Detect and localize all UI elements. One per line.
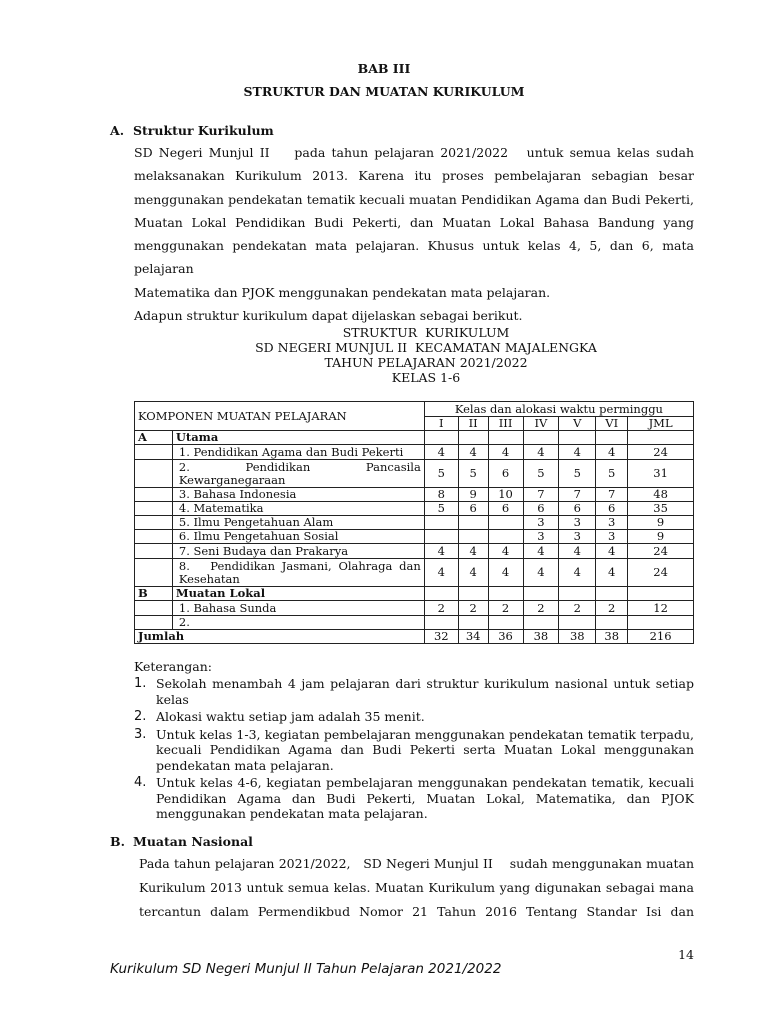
value-cell: 5 bbox=[559, 460, 596, 488]
value-cell: 3 bbox=[596, 530, 628, 544]
note-text: Alokasi waktu setiap jam adalah 35 menit. bbox=[156, 709, 425, 724]
total-cell: 216 bbox=[628, 630, 694, 644]
note-text: Untuk kelas 4-6, kegiatan pembelajaran menggunakan pendekatan tematik, kecuali Pendidikan Agama dan Budi Pekerti, Muatan Lokal, Matematika, dan PJOK menggunakan pendekatan mata pelajaran. bbox=[156, 775, 694, 821]
subject-name: 1. Bahasa Sunda bbox=[172, 601, 424, 616]
value-cell bbox=[458, 516, 488, 530]
value-cell: 4 bbox=[559, 559, 596, 587]
table-row bbox=[135, 516, 694, 530]
group-code: B bbox=[135, 587, 173, 601]
class-header: IV bbox=[523, 417, 559, 431]
section-b-number: B. bbox=[110, 834, 125, 849]
note-text: Sekolah menambah 4 jam pelajaran dari struktur kurikulum nasional untuk setiap kelas bbox=[156, 676, 694, 707]
value-cell: 4 bbox=[523, 559, 559, 587]
value-cell bbox=[424, 516, 458, 530]
value-cell: 5 bbox=[424, 502, 458, 516]
total-row bbox=[135, 630, 694, 644]
section-b-paragraph bbox=[139, 852, 694, 924]
value-cell bbox=[458, 530, 488, 544]
value-cell bbox=[424, 530, 458, 544]
subject-name: 4. Matematika bbox=[172, 502, 424, 516]
total-cell: 38 bbox=[523, 630, 559, 644]
total-cell: 34 bbox=[458, 630, 488, 644]
subject-name: 7. Seni Budaya dan Prakarya bbox=[172, 544, 424, 559]
value-cell: 5 bbox=[596, 460, 628, 488]
value-cell: 2 bbox=[424, 601, 458, 616]
component-header: KOMPONEN MUATAN PELAJARAN bbox=[138, 408, 347, 423]
value-cell: 4 bbox=[559, 445, 596, 460]
total-cell: 32 bbox=[424, 630, 458, 644]
table-row bbox=[135, 601, 694, 616]
value-cell: 6 bbox=[458, 502, 488, 516]
value-cell: 3 bbox=[559, 530, 596, 544]
subject-name bbox=[172, 460, 424, 488]
list-item bbox=[134, 775, 694, 822]
class-header: JML bbox=[628, 417, 694, 431]
value-cell: 8 bbox=[424, 488, 458, 502]
value-cell: 4 bbox=[488, 544, 523, 559]
value-cell bbox=[488, 516, 523, 530]
class-header: I bbox=[424, 417, 458, 431]
value-cell: 2 bbox=[458, 601, 488, 616]
value-cell: 4 bbox=[424, 544, 458, 559]
table-row bbox=[135, 530, 694, 544]
chapter-label: BAB III bbox=[357, 61, 411, 76]
table-row bbox=[135, 616, 694, 630]
paragraph-line: melaksanakan Kurikulum 2013. Karena itu proses pembelajaran sebagian besar bbox=[134, 168, 694, 184]
paragraph-line: Kurikulum 2013 untuk semua kelas. Muatan Kurikulum yang digunakan sebagai mana bbox=[139, 880, 694, 895]
list-marker: 3. bbox=[134, 726, 147, 742]
value-cell: 2 bbox=[559, 601, 596, 616]
value-cell: 2 bbox=[488, 601, 523, 616]
table-row bbox=[135, 445, 694, 460]
value-cell: 24 bbox=[628, 559, 694, 587]
paragraph-line: Pada tahun pelajaran 2021/2022, SD Negeri Munjul II sudah menggunakan muatan bbox=[139, 856, 694, 871]
value-cell: 24 bbox=[628, 544, 694, 559]
value-cell: 24 bbox=[628, 445, 694, 460]
value-cell: 12 bbox=[628, 601, 694, 616]
class-header: V bbox=[559, 417, 596, 431]
class-header: II bbox=[458, 417, 488, 431]
notes-heading: Keterangan: bbox=[134, 659, 213, 674]
section-a-intro-table: Adapun struktur kurikulum dapat dijelaskan sebagai berikut. bbox=[134, 308, 523, 324]
value-cell: 7 bbox=[559, 488, 596, 502]
component-header-cell bbox=[135, 402, 425, 431]
value-cell: 4 bbox=[559, 544, 596, 559]
alloc-header: Kelas dan alokasi waktu perminggu bbox=[424, 402, 693, 417]
group-code: A bbox=[135, 431, 173, 445]
list-marker: 1. bbox=[134, 676, 147, 691]
table-row bbox=[135, 559, 694, 587]
section-a-paragraph bbox=[134, 141, 694, 327]
caption-line: TAHUN PELAJARAN 2021/2022 bbox=[324, 355, 528, 370]
value-cell: 31 bbox=[628, 460, 694, 488]
value-cell: 4 bbox=[523, 445, 559, 460]
list-marker: 2. bbox=[134, 709, 147, 724]
subject-name: 6. Ilmu Pengetahuan Sosial bbox=[172, 530, 424, 544]
value-cell: 2 bbox=[523, 601, 559, 616]
caption-line: STRUKTUR KURIKULUM bbox=[342, 325, 510, 340]
value-cell: 6 bbox=[596, 502, 628, 516]
subject-name: 5. Ilmu Pengetahuan Alam bbox=[172, 516, 424, 530]
notes-list bbox=[134, 676, 694, 824]
value-cell: 6 bbox=[488, 502, 523, 516]
value-cell: 5 bbox=[523, 460, 559, 488]
paragraph-line: menggunakan pendekatan mata pelajaran. Khusus untuk kelas 4, 5, dan 6, mata pelajaran bbox=[134, 238, 694, 277]
paragraph-line: SD Negeri Munjul II pada tahun pelajaran 2021/2022 untuk semua kelas sudah bbox=[134, 145, 694, 160]
table-row bbox=[135, 460, 694, 488]
value-cell: 48 bbox=[628, 488, 694, 502]
value-cell: 35 bbox=[628, 502, 694, 516]
total-cell: 38 bbox=[596, 630, 628, 644]
total-cell: 38 bbox=[559, 630, 596, 644]
section-a-number: A. bbox=[110, 123, 125, 138]
subject-name: 1. Pendidikan Agama dan Budi Pekerti bbox=[172, 445, 424, 460]
value-cell: 4 bbox=[458, 559, 488, 587]
list-item bbox=[134, 709, 694, 725]
value-cell: 6 bbox=[488, 460, 523, 488]
caption-line: KELAS 1-6 bbox=[391, 370, 461, 385]
subject-name: 2. bbox=[172, 616, 424, 630]
list-item bbox=[134, 727, 694, 774]
value-cell: 4 bbox=[523, 544, 559, 559]
section-b-heading bbox=[110, 834, 253, 849]
paragraph-line: tercantun dalam Permendikbud Nomor 21 Tahun 2016 Tentang Standar Isi dan bbox=[139, 904, 694, 919]
group-label: Muatan Lokal bbox=[172, 587, 424, 601]
value-cell: 9 bbox=[628, 516, 694, 530]
group-label: Utama bbox=[172, 431, 424, 445]
caption-line: SD NEGERI MUNJUL II KECAMATAN MAJALENGKA bbox=[255, 340, 597, 355]
subject-name: 8. Pendidikan Jasmani, Olahraga dan Kesehatan bbox=[172, 559, 424, 587]
value-cell: 5 bbox=[458, 460, 488, 488]
value-cell: 4 bbox=[596, 559, 628, 587]
value-cell: 4 bbox=[424, 559, 458, 587]
curriculum-table bbox=[134, 401, 694, 644]
table-row bbox=[135, 431, 694, 445]
class-header: VI bbox=[596, 417, 628, 431]
value-cell: 4 bbox=[458, 544, 488, 559]
value-cell: 4 bbox=[488, 445, 523, 460]
table-row bbox=[135, 544, 694, 559]
value-cell: 3 bbox=[596, 516, 628, 530]
value-cell: 6 bbox=[523, 502, 559, 516]
class-header: III bbox=[488, 417, 523, 431]
total-label: Jumlah bbox=[135, 630, 425, 644]
paragraph-line: Matematika dan PJOK menggunakan pendekatan mata pelajaran. bbox=[134, 284, 551, 300]
value-cell: 4 bbox=[596, 445, 628, 460]
page-footer: Kurikulum SD Negeri Munjul II Tahun Pelajaran 2021/2022 bbox=[110, 961, 502, 977]
list-marker: 4. bbox=[134, 775, 147, 790]
page-number: 14 bbox=[678, 947, 694, 962]
subject-name-line1: 2. Pendidikan Pancasila bbox=[178, 459, 421, 474]
list-item bbox=[134, 676, 694, 707]
section-b-title: Muatan Nasional bbox=[133, 834, 253, 849]
table-caption bbox=[200, 325, 652, 385]
value-cell: 9 bbox=[458, 488, 488, 502]
value-cell: 10 bbox=[488, 488, 523, 502]
value-cell: 4 bbox=[596, 544, 628, 559]
paragraph-line: Muatan Lokal Pendidikan Budi Pekerti, dan Muatan Lokal Bahasa Bandung yang bbox=[134, 214, 694, 230]
section-a-title: Struktur Kurikulum bbox=[133, 123, 274, 138]
value-cell: 4 bbox=[458, 445, 488, 460]
value-cell: 4 bbox=[488, 559, 523, 587]
value-cell: 3 bbox=[523, 516, 559, 530]
value-cell: 7 bbox=[523, 488, 559, 502]
value-cell bbox=[488, 530, 523, 544]
value-cell: 2 bbox=[596, 601, 628, 616]
table-row bbox=[135, 502, 694, 516]
value-cell: 3 bbox=[523, 530, 559, 544]
paragraph-line: menggunakan pendekatan tematik kecuali muatan Pendidikan Agama dan Budi Pekerti, bbox=[134, 191, 694, 207]
table-row bbox=[135, 488, 694, 502]
value-cell: 5 bbox=[424, 460, 458, 488]
subject-name-line2: Kewarganegaraan bbox=[178, 472, 286, 487]
chapter-title: STRUKTUR DAN MUATAN KURIKULUM bbox=[243, 84, 525, 99]
subject-name: 3. Bahasa Indonesia bbox=[172, 488, 424, 502]
section-a-heading bbox=[110, 123, 274, 138]
value-cell: 6 bbox=[559, 502, 596, 516]
table-row bbox=[135, 587, 694, 601]
note-text: Untuk kelas 1-3, kegiatan pembelajaran menggunakan pendekatan tematik terpadu, kecuali Pendidikan Agama dan Budi Pekerti serta Muatan Lokal menggunakan pendekatan mata pelajaran. bbox=[156, 726, 694, 773]
value-cell: 4 bbox=[424, 445, 458, 460]
total-cell: 36 bbox=[488, 630, 523, 644]
value-cell: 7 bbox=[596, 488, 628, 502]
value-cell: 9 bbox=[628, 530, 694, 544]
value-cell: 3 bbox=[559, 516, 596, 530]
